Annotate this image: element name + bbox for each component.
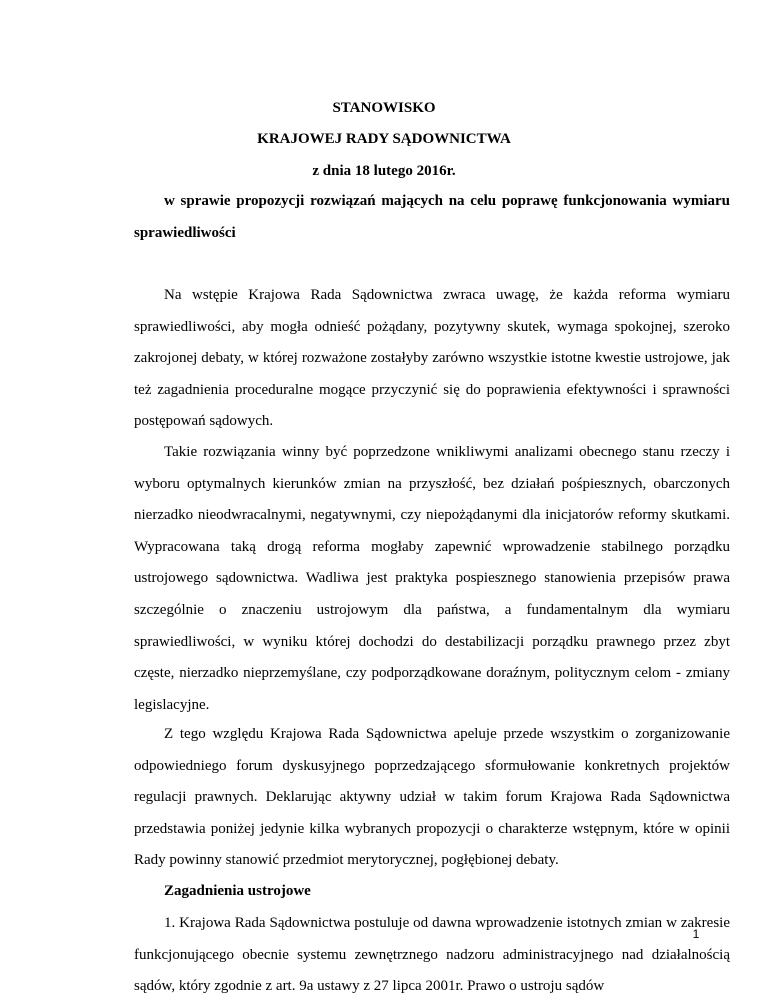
paragraph-intro: Na wstępie Krajowa Rada Sądownictwa zwraca uwagę, że każda reforma wymiaru sprawiedliwości, aby mogła odnieść pożądany, pozytywny skutek, wymaga spokojnej, szeroko zakrojonej debaty, w której rozważone zostałyby zarówno wszystkie istotne kwestie ustrojowe, jak też zagadnienia proceduralne mogące przyczynić się do poprawienia efektywności i sprawności postępowań sądowych. — [134, 287, 730, 430]
section-heading: Zagadnienia ustrojowe — [164, 883, 311, 899]
issuer-heading: KRAJOWEJ RADY SĄDOWNICTWA — [257, 131, 511, 147]
page-number: 1 — [692, 927, 700, 941]
paragraph-appeal: Z tego względu Krajowa Rada Sądownictwa apeluje przede wszystkim o zorganizowanie odpowiedniego forum dyskusyjnego poprzedzającego sformułowanie konkretnych projektów regulacji prawnych. Deklarując aktywny udział w takim forum Krajowa Rada Sądownictwa przedstawia poniżej jedynie kilka wybranych propozycji o charakterze wstępnym, które w opinii Rady powinny stanowić przedmiot merytorycznej, pogłębionej debaty. — [134, 726, 730, 869]
date-heading: z dnia 18 lutego 2016r. — [312, 163, 456, 179]
document-subject: w sprawie propozycji rozwiązań mających na celu poprawę funkcjonowania wymiaru sprawiedliwości — [134, 193, 730, 241]
list-item-1: 1. Krajowa Rada Sądownictwa postuluje od dawna wprowadzenie istotnych zmian w zakresie funkcjonującego obecnie systemu zewnętrznego nadzoru administracyjnego nad działalnością sądów, który zgodnie z art. 9a ustawy z 27 lipca 2001r. Prawo o ustroju sądów — [134, 915, 730, 995]
paragraph-analysis: Takie rozwiązania winny być poprzedzone wnikliwymi analizami obecnego stanu rzeczy i wyboru optymalnych kierunków zmian na przyszłość, bez działań pośpiesznych, obarczonych nierzadko nieodwracalnymi, negatywnymi, czy niepożądanymi dla inicjatorów reformy skutkami. Wypracowana taką drogą reforma mogłaby zapewnić wprowadzenie stabilnego porządku ustrojowego sądownictwa. Wadliwa jest praktyka pospiesznego stanowienia przepisów prawa szczególnie o znaczeniu ustrojowym dla państwa, a fundamentalnym dla wymiaru sprawiedliwości, w wyniku której dochodzi do destabilizacji porządku prawnego przez zbyt częste, nierzadko nieprzemyślane, czy podporządkowane doraźnym, politycznym celom - zmiany legislacyjne. — [134, 444, 730, 713]
document-type-heading: STANOWISKO — [332, 100, 436, 116]
